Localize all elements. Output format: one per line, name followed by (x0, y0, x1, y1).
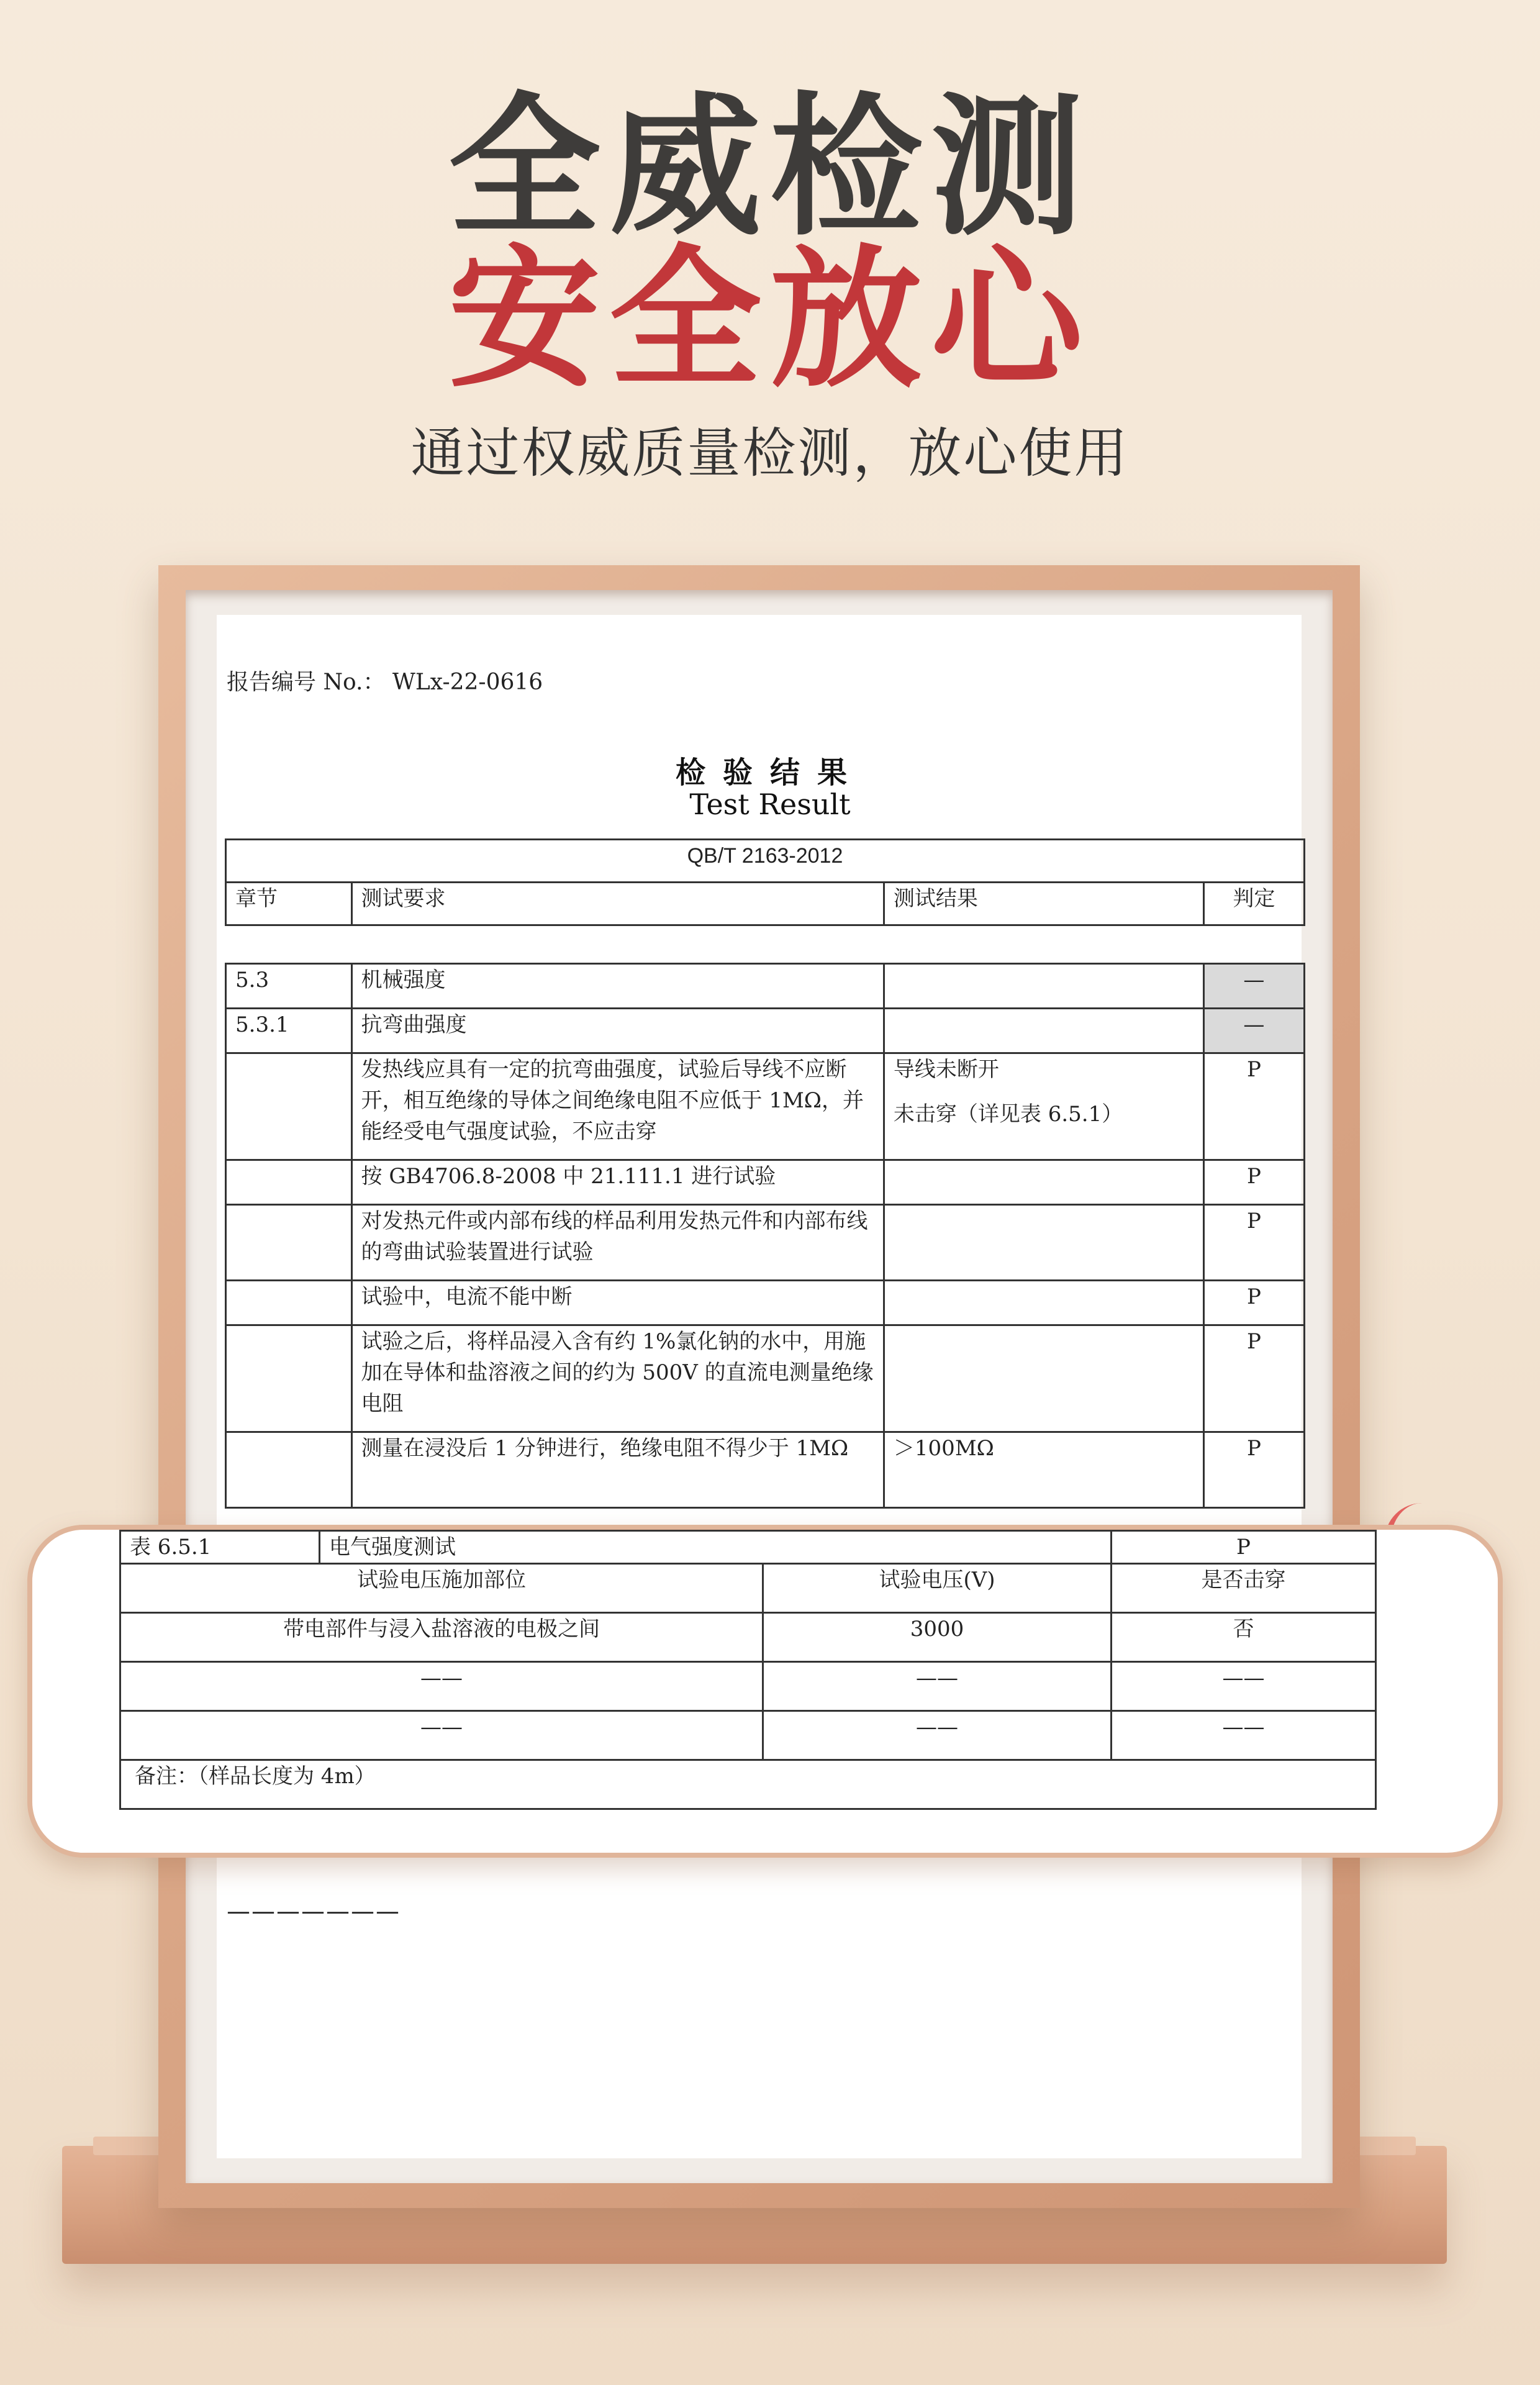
row-requirement: 对发热元件或内部布线的样品利用发热元件和内部布线的弯曲试验装置进行试验 (351, 1205, 884, 1281)
table-row (226, 1009, 1305, 1053)
cell-voltage: —— (763, 1711, 1112, 1760)
row-section (226, 1053, 352, 1160)
standard-row (226, 840, 1305, 883)
row-result-line2: 未击穿（详见表 6.5.1） (893, 1102, 1123, 1127)
table-row (226, 964, 1305, 1009)
voltage-test-table (119, 1530, 1377, 1810)
report-title-cn: 检验结果 (675, 755, 864, 790)
row-verdict: P (1203, 1053, 1304, 1160)
row-section (226, 1205, 352, 1281)
zoom-verdict: P (1112, 1531, 1376, 1564)
table-row (226, 1325, 1305, 1432)
report-title-en: Test Result (689, 788, 851, 821)
report-number: 报告编号 No.： WLx-22-0616 (227, 670, 543, 695)
col-header-requirement: 测试要求 (351, 883, 884, 925)
table-row (120, 1711, 1376, 1760)
row-section (226, 1160, 352, 1205)
row-requirement: 试验之后，将样品浸入含有约 1%氯化钠的水中，用施加在导体和盐溶液之间的约为 500V 的直流电测量绝缘电阻 (351, 1325, 884, 1432)
note-row (120, 1760, 1376, 1809)
col-header-voltage: 试验电压(V) (763, 1564, 1112, 1613)
row-result (884, 1281, 1203, 1325)
row-verdict: — (1203, 1009, 1304, 1053)
row-verdict: P (1203, 1325, 1304, 1432)
row-result (884, 1009, 1203, 1053)
headline-subtitle: 通过权威质量检测，放心使用 (410, 422, 1130, 484)
row-requirement: 测量在浸没后 1 分钟进行，绝缘电阻不得少于 1MΩ (351, 1432, 884, 1508)
row-result (884, 1325, 1203, 1432)
row-result (884, 1205, 1203, 1281)
row-section: 5.3.1 (226, 1009, 352, 1053)
sample-note: 备注：（样品长度为 4m） (120, 1760, 1376, 1809)
row-requirement: 机械强度 (351, 964, 884, 1009)
col-header-section: 章节 (226, 883, 352, 925)
cell-voltage: —— (763, 1662, 1112, 1711)
headline-slogan: 安全放心 (448, 231, 1092, 408)
zoom-top-row (120, 1531, 1376, 1564)
zoom-section: 表 6.5.1 (120, 1531, 320, 1564)
row-verdict: P (1203, 1281, 1304, 1325)
row-result: ＞100MΩ (884, 1432, 1203, 1508)
table-row (226, 1432, 1305, 1508)
row-requirement: 试验中，电流不能中断 (351, 1281, 884, 1325)
table-row (226, 1205, 1305, 1281)
row-section (226, 1325, 352, 1432)
column-header-row (226, 883, 1305, 925)
row-verdict: — (1203, 964, 1304, 1009)
row-verdict: P (1203, 1432, 1304, 1508)
report-header-table (225, 838, 1305, 926)
row-requirement: 按 GB4706.8-2008 中 21.111.1 进行试验 (351, 1160, 884, 1205)
table-row (120, 1662, 1376, 1711)
results-table (225, 963, 1305, 1509)
row-section (226, 1281, 352, 1325)
row-verdict: P (1203, 1160, 1304, 1205)
cell-location: —— (120, 1711, 763, 1760)
col-header-result: 测试结果 (884, 883, 1203, 925)
row-requirement: 发热线应具有一定的抗弯曲强度，试验后导线不应断开，相互绝缘的导体之间绝缘电阻不应低于 1MΩ，并能经受电气强度试验，不应击穿 (351, 1053, 884, 1160)
zoom-label: 电气强度测试 (320, 1531, 1112, 1564)
cell-voltage: 3000 (763, 1613, 1112, 1662)
cell-location: 带电部件与浸入盐溶液的电极之间 (120, 1613, 763, 1662)
row-verdict: P (1203, 1205, 1304, 1281)
standard-code: QB/T 2163-2012 (226, 840, 1305, 883)
signature-dash-line: ——————— (227, 1897, 401, 1925)
cell-breakdown: 否 (1112, 1613, 1376, 1662)
row-result-line1: 导线未断开 (893, 1057, 999, 1082)
headline-title: 全威检测 (448, 79, 1092, 256)
zoom-header-row (120, 1564, 1376, 1613)
cell-breakdown: —— (1112, 1711, 1376, 1760)
row-result (884, 1053, 1203, 1160)
col-header-verdict: 判定 (1203, 883, 1304, 925)
row-section (226, 1432, 352, 1508)
row-section: 5.3 (226, 964, 352, 1009)
table-row (226, 1160, 1305, 1205)
table-row (120, 1613, 1376, 1662)
col-header-location: 试验电压施加部位 (120, 1564, 763, 1613)
row-requirement: 抗弯曲强度 (351, 1009, 884, 1053)
cell-breakdown: —— (1112, 1662, 1376, 1711)
cell-location: —— (120, 1662, 763, 1711)
row-result (884, 964, 1203, 1009)
row-result (884, 1160, 1203, 1205)
table-row (226, 1053, 1305, 1160)
table-row (226, 1281, 1305, 1325)
col-header-breakdown: 是否击穿 (1112, 1564, 1376, 1613)
zoom-detail-card (27, 1525, 1503, 1858)
